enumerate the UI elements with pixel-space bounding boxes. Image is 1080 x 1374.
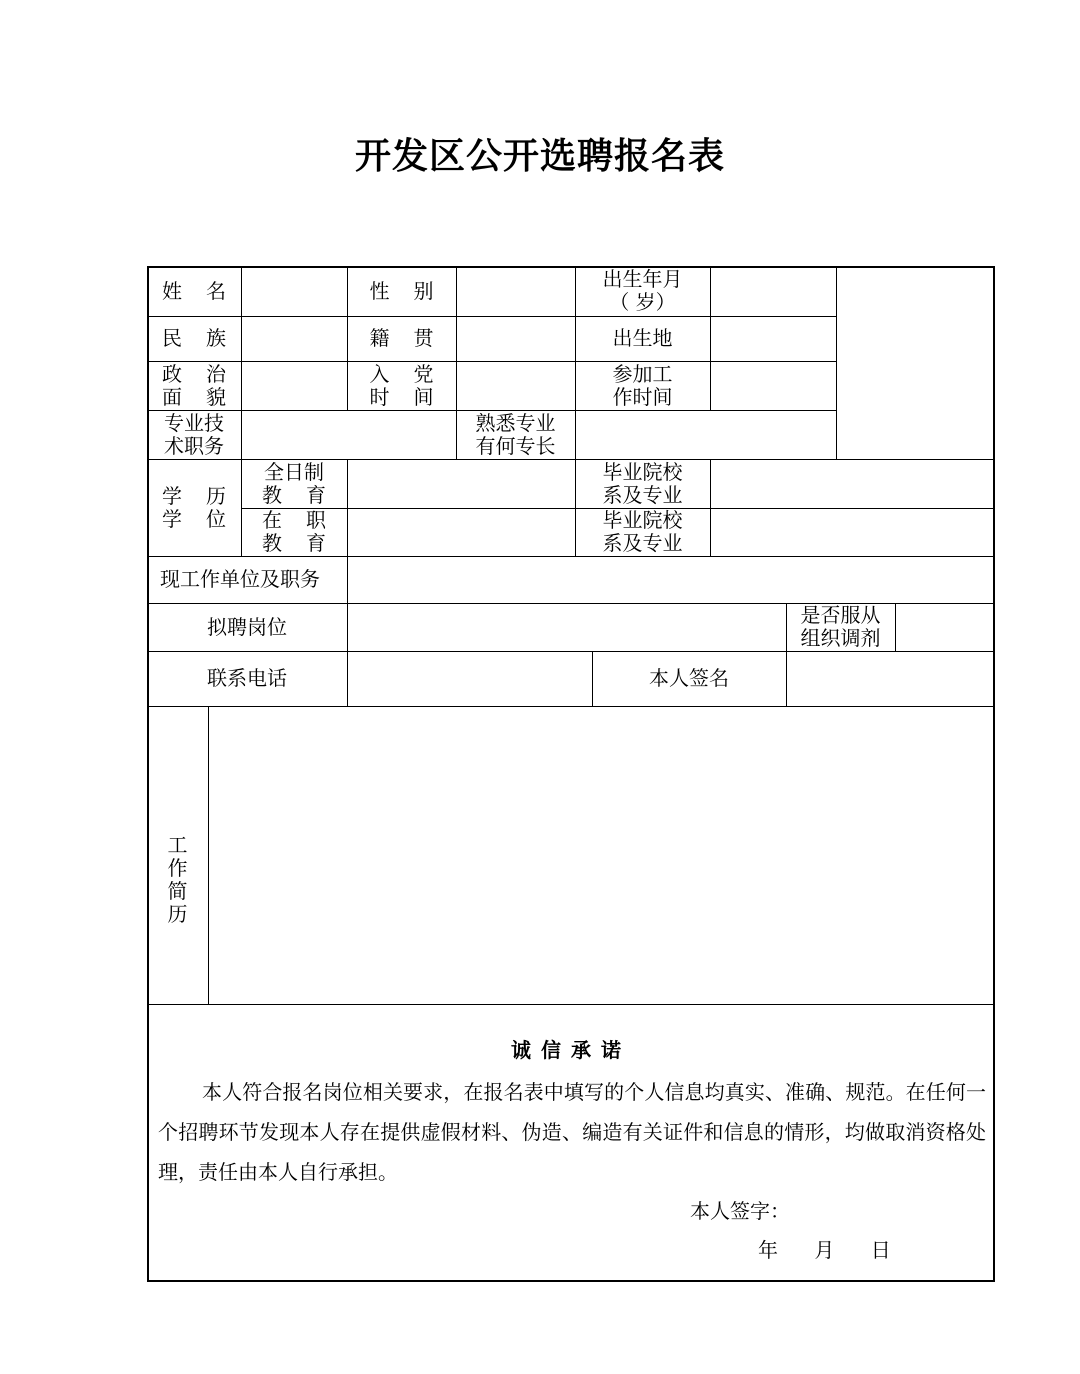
- party-date-label: [347, 361, 456, 410]
- name-label: [147, 266, 241, 316]
- obey-adjustment-label: [786, 603, 895, 651]
- resume-char: 工: [167, 833, 188, 857]
- obey-line1: 是否服从: [800, 603, 881, 627]
- education-line2: 学 位: [162, 506, 226, 531]
- inservice-education-field[interactable]: [348, 509, 574, 555]
- position-field[interactable]: [348, 604, 785, 650]
- professional-title-label: [147, 410, 241, 459]
- birth-date-label: [575, 266, 710, 316]
- signature-field[interactable]: [787, 652, 993, 705]
- political-status-line2: 面 貌: [162, 384, 226, 409]
- gender-label: [347, 266, 456, 316]
- ethnicity-label: [147, 316, 241, 361]
- ethnicity-field[interactable]: [242, 317, 346, 360]
- work-start-line1: 参加工: [612, 361, 673, 386]
- party-date-field[interactable]: [457, 362, 574, 409]
- name-label-text: 姓 名: [162, 278, 226, 303]
- ethnicity-label-text: 民 族: [162, 326, 226, 350]
- work-start-line2: 作时间: [612, 384, 673, 409]
- professional-title-field[interactable]: [242, 411, 455, 458]
- birthplace-label: 出生地: [612, 326, 673, 350]
- party-date-line1: 入 党: [369, 361, 434, 386]
- expertise-line1: 熟悉专业: [475, 410, 556, 435]
- resume-char: 作: [167, 856, 188, 880]
- obey-adjustment-field[interactable]: [896, 604, 993, 650]
- gender-label-text: 性 别: [369, 278, 434, 303]
- professional-title-line2: 术职务: [164, 433, 224, 458]
- party-date-line2: 时 间: [369, 384, 434, 409]
- education-line1: 学 历: [162, 483, 226, 508]
- inservice-school-line2: 系及专业: [602, 531, 683, 555]
- native-place-label-text: 籍 贯: [369, 326, 434, 350]
- pledge-title: 诚信承诺: [511, 1038, 631, 1062]
- fulltime-education-field[interactable]: [348, 460, 574, 507]
- inservice-school-label: [575, 508, 710, 556]
- name-field[interactable]: [242, 267, 346, 315]
- expertise-line2: 有何专长: [475, 433, 556, 458]
- work-start-field[interactable]: [711, 362, 835, 409]
- fulltime-school-line2: 系及专业: [602, 482, 683, 507]
- birth-date-label-line2: （ 岁）: [609, 290, 676, 314]
- fulltime-school-label: [575, 459, 710, 508]
- resume-char: 简: [167, 879, 188, 903]
- pledge-date: 年 月 日: [758, 1238, 891, 1262]
- phone-label: 联系电话: [207, 666, 287, 690]
- inservice-school-field[interactable]: [711, 509, 993, 555]
- gender-field[interactable]: [457, 267, 574, 315]
- political-status-field[interactable]: [242, 362, 346, 409]
- fulltime-line1: 全日制: [264, 459, 324, 484]
- current-job-label: 现工作单位及职务: [160, 567, 320, 591]
- expertise-label: [456, 410, 575, 459]
- political-status-line1: 政 治: [162, 361, 226, 386]
- political-status-label: [147, 361, 241, 410]
- fulltime-education-label: [241, 459, 347, 508]
- photo-area[interactable]: [837, 267, 993, 458]
- fulltime-school-field[interactable]: [711, 460, 993, 507]
- obey-line2: 组织调剂: [800, 626, 881, 650]
- fulltime-line2: 教 育: [262, 482, 326, 507]
- row-line: [147, 1004, 995, 1005]
- native-place-label: [347, 316, 456, 361]
- birth-date-field[interactable]: [711, 267, 835, 315]
- signature-label: 本人签名: [649, 666, 729, 690]
- form-title: 开发区公开选聘报名表: [354, 136, 725, 177]
- inservice-line1: 在 职: [262, 508, 326, 532]
- work-start-label: [575, 361, 710, 410]
- resume-char: 历: [167, 902, 188, 926]
- position-label: 拟聘岗位: [207, 614, 287, 639]
- inservice-education-label: [241, 508, 347, 556]
- fulltime-school-line1: 毕业院校: [602, 459, 683, 484]
- current-job-field[interactable]: [348, 557, 993, 602]
- expertise-field[interactable]: [576, 411, 835, 458]
- birth-date-label-line1: 出生年月: [602, 267, 683, 291]
- education-label: [147, 459, 241, 556]
- native-place-field[interactable]: [457, 317, 574, 360]
- resume-field[interactable]: [209, 707, 993, 1003]
- resume-label: [147, 706, 208, 1004]
- birthplace-field[interactable]: [711, 317, 835, 360]
- phone-field[interactable]: [348, 652, 591, 705]
- inservice-line2: 教 育: [262, 531, 326, 555]
- pledge-text: 本人符合报名岗位相关要求，在报名表中填写的个人信息均真实、准确、规范。在任何一个招聘环节发现本人存在提供虚假材料、伪造、编造有关证件和信息的情形，均做取消资格处理，责任由本人自行承担。: [158, 1080, 986, 1184]
- inservice-school-line1: 毕业院校: [602, 508, 683, 532]
- professional-title-line1: 专业技: [164, 410, 224, 435]
- pledge-sign-label: 本人签字：: [690, 1199, 790, 1223]
